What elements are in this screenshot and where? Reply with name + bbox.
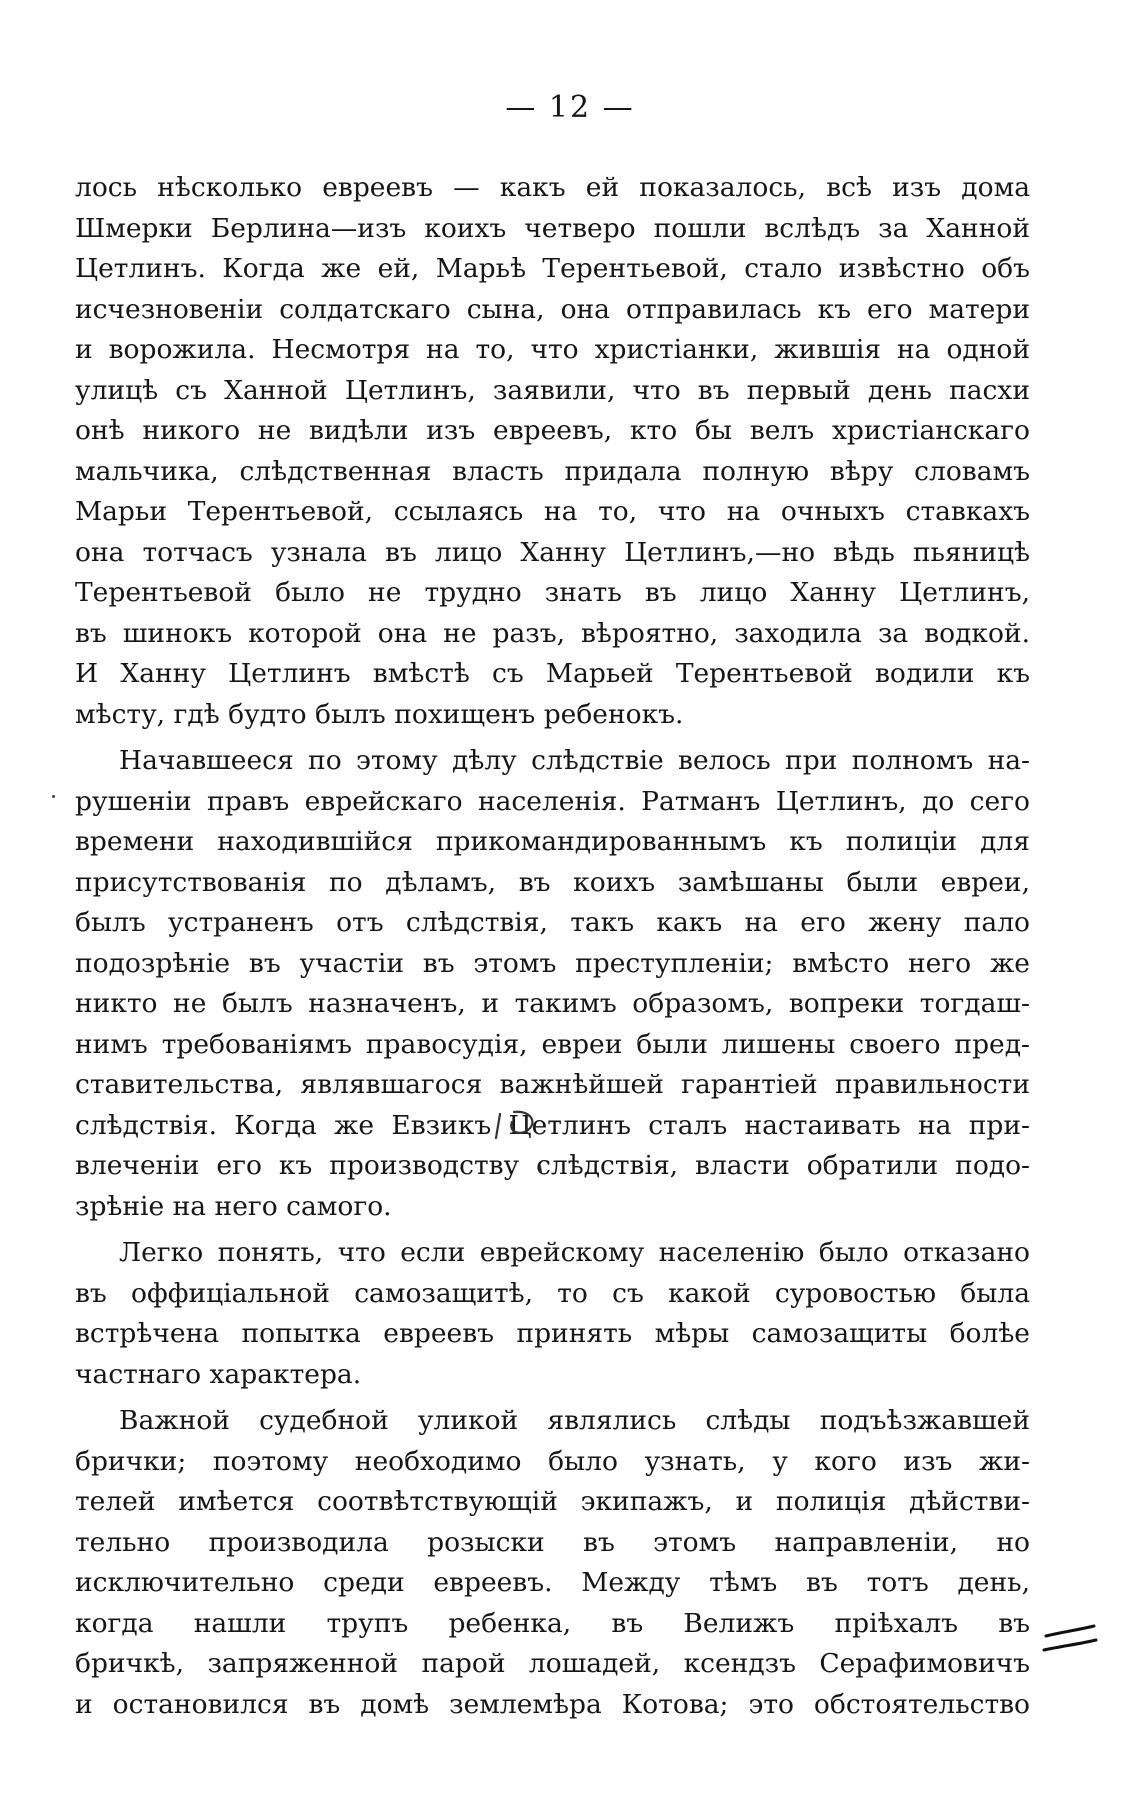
- text-line: частнаго характера.: [75, 1358, 362, 1390]
- text-line: влеченіи его къ производству слѣдствія, власти обратили подо-: [75, 1150, 1030, 1181]
- text-line: зрѣніе на него самого.: [75, 1190, 392, 1222]
- text-line: Важной судебной уликой являлись слѣды подъѣзжавшей: [119, 1405, 1030, 1436]
- text-line: Терентьевой было не трудно знать въ лицо Ханну Цетлинъ,: [75, 577, 1030, 608]
- text-line: и остановился въ домѣ землемѣра Котова; это обстоятельство: [75, 1688, 1030, 1720]
- text-line: нимъ требованіямъ правосудія, евреи были лишены своего пред-: [75, 1028, 1030, 1060]
- paragraph-1: [75, 168, 1030, 735]
- text-line: въ оффиціальной самозащитѣ, то съ какой суровостью была: [75, 1277, 1030, 1309]
- text-line: ставительства, являвшагося важнѣйшей гарантіей правильности: [75, 1069, 1030, 1100]
- text-line: исключительно среди евреевъ. Между тѣмъ въ тотъ день,: [75, 1567, 1030, 1598]
- text-line: и ворожила. Несмотря на то, что христіанки, жившія на одной: [75, 334, 1030, 365]
- text-line: времени находившійся прикомандированнымъ къ полиціи для: [75, 826, 1030, 857]
- text-line: лось нѣсколько евреевъ — какъ ей показалось, всѣ изъ дома: [75, 172, 1030, 203]
- text-line: улицѣ съ Ханной Цетлинъ, заявили, что въ первый день пасхи: [75, 374, 1030, 406]
- text-line: бричкѣ, запряженной парой лошадей, ксендзъ Серафимовичъ: [75, 1648, 1030, 1679]
- text-line: она тотчасъ узнала въ лицо Ханну Цетлинъ,—но вѣдь пьяницѣ: [75, 536, 1030, 568]
- paragraph-3: [75, 1233, 1030, 1395]
- text-line: И Ханну Цетлинъ вмѣстѣ съ Марьей Терентьевой водили къ: [75, 658, 1030, 689]
- text-line: мальчика, слѣдственная власть придала полную вѣру словамъ: [75, 455, 1030, 487]
- text-line: брички; поэтому необходимо было узнать, у кого изъ жи-: [75, 1445, 1030, 1477]
- text-line: слѣдствія. Когда же Евзикъ Цетлинъ сталъ настаивать на при-: [75, 1109, 1030, 1141]
- margin-mark-icon: [1040, 1620, 1100, 1660]
- text-line: въ шинокъ которой она не разъ, вѣроятно, заходила за водкой.: [75, 617, 1030, 649]
- paper-speck: [52, 795, 55, 798]
- text-line: Цетлинъ. Когда же ей, Марьѣ Терентьевой, стало извѣстно объ: [75, 253, 1030, 284]
- text-line: присутствованія по дѣламъ, въ коихъ замѣшаны были евреи,: [75, 866, 1030, 898]
- text-line: онѣ никого не видѣли изъ евреевъ, кто бы велъ христіанскаго: [75, 415, 1030, 446]
- text-line: когда нашли трупъ ребенка, въ Велижъ пріѣхалъ въ: [75, 1607, 1030, 1639]
- text-line: Марьи Терентьевой, ссылаясь на то, что на очныхъ ставкахъ: [75, 496, 1030, 527]
- text-line: рушеніи правъ еврейскаго населенія. Ратманъ Цетлинъ, до сего: [75, 785, 1030, 817]
- page-number: — 12 —: [505, 90, 635, 125]
- text-line: Начавшееся по этому дѣлу слѣдствіе велось при полномъ на-: [119, 745, 1030, 776]
- text-line: мѣсту, гдѣ будто былъ похищенъ ребенокъ.: [75, 698, 684, 730]
- body-text: [75, 168, 1030, 1725]
- text-line: Легко понять, что если еврейскому населенію было отказано: [119, 1237, 1030, 1268]
- pencil-annotation-icon: [478, 1108, 568, 1178]
- text-line: подозрѣніе въ участіи въ этомъ преступленіи; вмѣсто него же: [75, 947, 1030, 979]
- text-line: Шмерки Берлина—изъ коихъ четверо пошли вслѣдъ за Ханной: [75, 212, 1030, 244]
- text-line: исчезновеніи солдатскаго сына, она отправилась къ его матери: [75, 293, 1030, 325]
- text-line: тельно производила розыски въ этомъ направленіи, но: [75, 1526, 1030, 1558]
- text-line: телей имѣется соотвѣтствующій экипажъ, и полиція дѣйстви-: [75, 1486, 1030, 1517]
- paragraph-4: [75, 1401, 1030, 1725]
- text-line: былъ устраненъ отъ слѣдствія, такъ какъ на его жену пало: [75, 907, 1030, 938]
- text-line: встрѣчена попытка евреевъ принять мѣры самозащиты болѣе: [75, 1318, 1030, 1349]
- text-line: никто не былъ назначенъ, и такимъ образомъ, вопреки тогдаш-: [75, 988, 1030, 1019]
